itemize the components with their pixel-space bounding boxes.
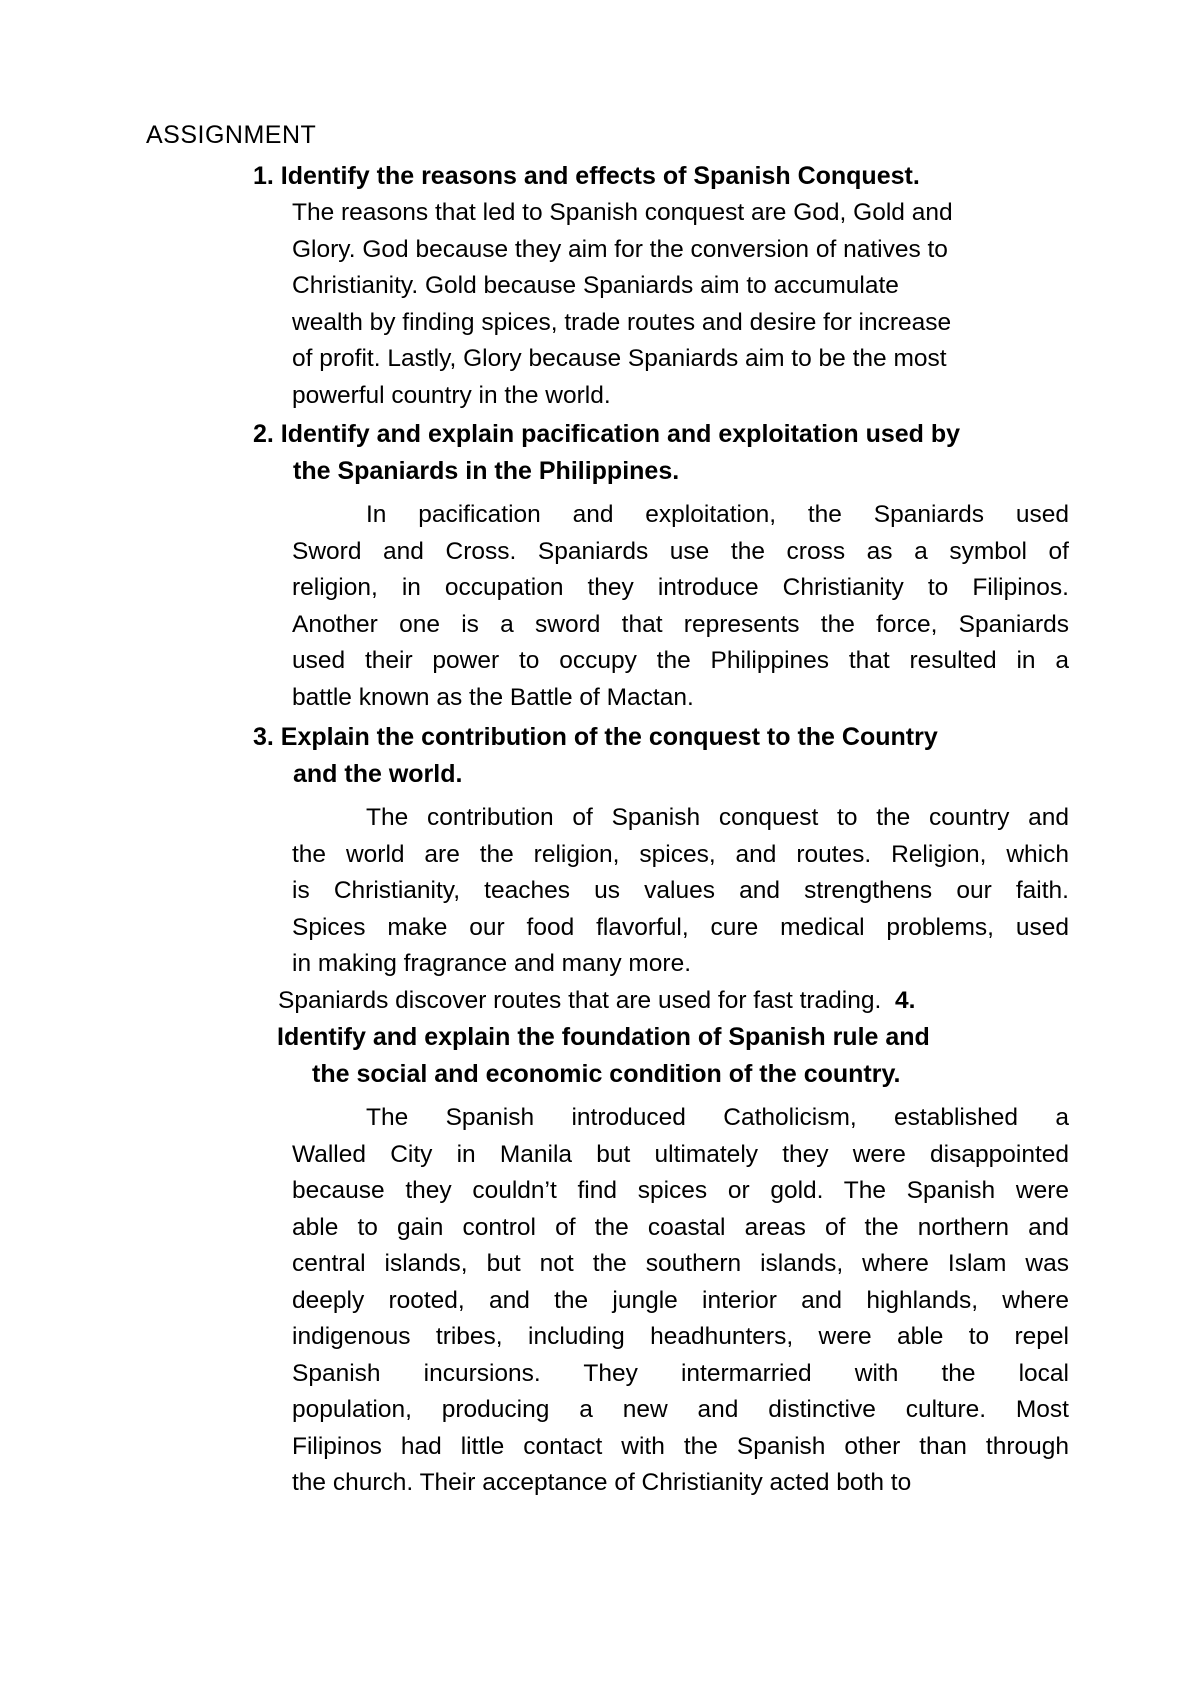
answer-3	[292, 800, 1069, 983]
document-heading: ASSIGNMENT	[146, 121, 317, 149]
answer-2	[292, 497, 1069, 716]
answer-line: The contribution of Spanish conquest to the country and	[366, 804, 1069, 831]
question-title-line: 2. Identify and explain pacification and exploitation used by	[253, 420, 961, 448]
answer-line: indigenous tribes, including headhunters, were able to repel	[292, 1323, 1069, 1350]
answer-line: population, producing a new and distinctive culture. Most	[292, 1396, 1069, 1423]
answer-line: Christianity. Gold because Spaniards aim to accumulate	[292, 272, 899, 299]
question-3-title	[253, 719, 1073, 793]
answer-line: Walled City in Manila but ultimately they were disappointed	[292, 1140, 1069, 1168]
answer-line: the church. Their acceptance of Christianity acted both to	[292, 1469, 912, 1496]
question-title-line: Identify and explain the foundation of Spanish rule and	[277, 1023, 930, 1051]
answer-3-trailing	[278, 983, 1078, 1020]
question-4-title	[277, 1019, 1097, 1093]
trailing-text: Spaniards discover routes that are used for fast trading.	[278, 987, 882, 1014]
question-title-line: and the world.	[293, 760, 463, 788]
answer-line: The Spanish introduced Catholicism, established a	[366, 1104, 1069, 1131]
answer-line	[278, 983, 1078, 1020]
answer-line: powerful country in the world.	[292, 381, 611, 409]
question-2-title	[253, 416, 1073, 490]
answer-line: Filipinos had little contact with the Spanish other than through	[292, 1432, 1069, 1460]
question-title-line: the Spaniards in the Philippines.	[293, 457, 680, 485]
answer-line: In pacification and exploitation, the Spaniards used	[366, 501, 1069, 528]
answer-line: wealth by finding spices, trade routes and desire for increase	[292, 308, 952, 336]
answer-line: used their power to occupy the Philippines that resulted in a	[292, 647, 1069, 674]
answer-line: central islands, but not the southern islands, where Islam was	[292, 1250, 1069, 1277]
answer-1	[292, 195, 1072, 414]
question-title-line: 3. Explain the contribution of the conquest to the Country	[253, 723, 938, 751]
answer-line: Spices make our food flavorful, cure medical problems, used	[292, 913, 1069, 941]
answer-line: the world are the religion, spices, and routes. Religion, which	[292, 840, 1069, 868]
answer-line: because they couldn’t find spices or gold. The Spanish were	[292, 1177, 1069, 1204]
answer-line: is Christianity, teaches us values and strengthens our faith.	[292, 877, 1069, 904]
answer-line: Glory. God because they aim for the conversion of natives to	[292, 235, 948, 263]
answer-line: of profit. Lastly, Glory because Spaniards aim to be the most	[292, 345, 947, 372]
answer-line: religion, in occupation they introduce Christianity to Filipinos.	[292, 574, 1069, 601]
question-title-line: the social and economic condition of the country.	[312, 1060, 901, 1088]
answer-line: in making fragrance and many more.	[292, 950, 691, 977]
answer-4	[292, 1100, 1069, 1502]
answer-line: deeply rooted, and the jungle interior and highlands, where	[292, 1286, 1069, 1314]
question-title-line: 1. Identify the reasons and effects of Spanish Conquest.	[253, 162, 920, 190]
answer-line: battle known as the Battle of Mactan.	[292, 683, 694, 711]
answer-line: Another one is a sword that represents the force, Spaniards	[292, 610, 1069, 638]
answer-line: The reasons that led to Spanish conquest are God, Gold and	[292, 199, 953, 226]
answer-line: able to gain control of the coastal areas of the northern and	[292, 1213, 1069, 1241]
question-4-number: 4.	[894, 987, 916, 1014]
answer-line: Spanish incursions. They intermarried with the local	[292, 1359, 1069, 1387]
answer-line: Sword and Cross. Spaniards use the cross as a symbol of	[292, 537, 1069, 565]
question-1-title	[253, 158, 1073, 195]
